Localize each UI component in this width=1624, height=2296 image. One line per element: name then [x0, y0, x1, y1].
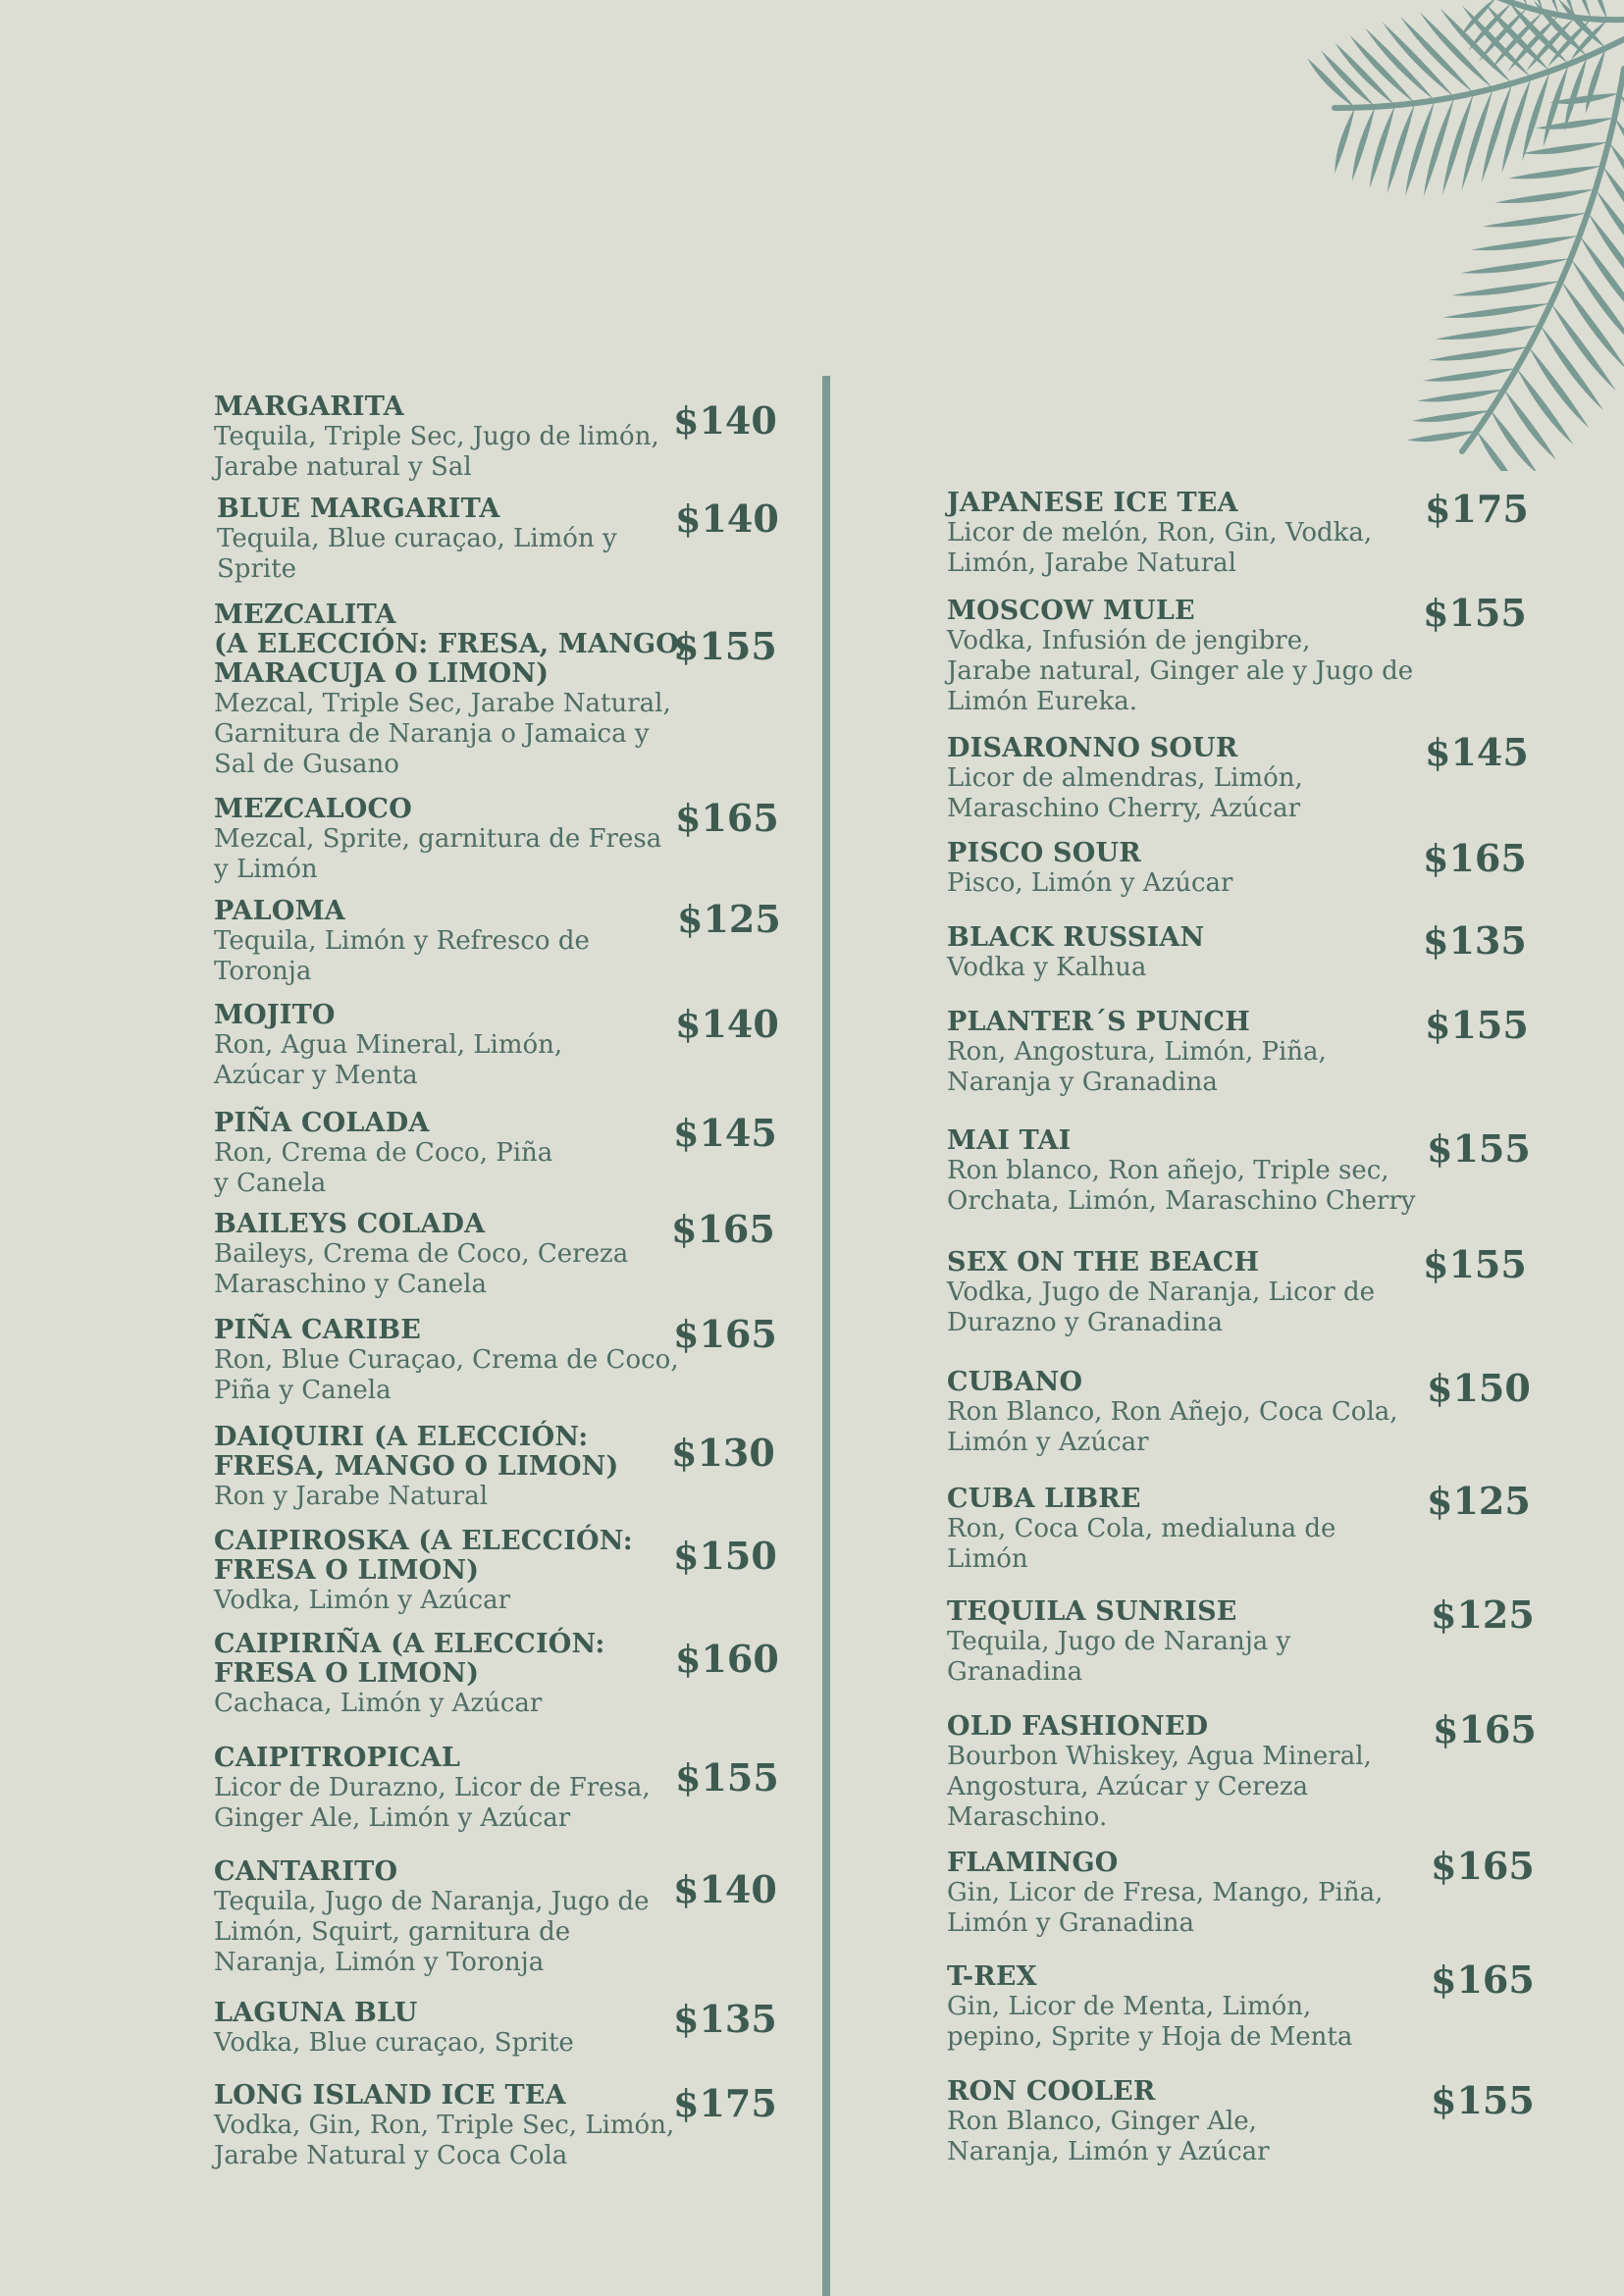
- item-description-line: Licor de Durazno, Licor de Fresa,: [214, 1773, 651, 1802]
- item-description: [947, 1992, 1352, 2053]
- item-name: [947, 1008, 1327, 1037]
- menu-item: [214, 1210, 628, 1300]
- item-price: $125: [1431, 1592, 1535, 1637]
- item-description: [214, 1689, 605, 1719]
- item-price: $165: [1423, 836, 1527, 880]
- item-description: [214, 1239, 628, 1300]
- menu-item: [214, 1316, 679, 1406]
- item-description: [214, 1030, 562, 1091]
- item-description: [947, 868, 1232, 899]
- item-description-line: Ron, Crema de Coco, Piña: [214, 1138, 553, 1168]
- item-description-line: Ron, Agua Mineral, Limón,: [214, 1030, 563, 1060]
- item-description-line: Sprite: [217, 554, 297, 584]
- item-name: [214, 1857, 650, 1887]
- item-description-line: Naranja, Limón y Toronja: [214, 1948, 545, 1977]
- item-description: [947, 518, 1372, 579]
- item-name-line: BAILEYS COLADA: [214, 1209, 486, 1239]
- item-price: $175: [1425, 487, 1529, 531]
- item-description: [947, 1037, 1327, 1098]
- item-name: [947, 734, 1303, 763]
- item-name: [947, 1485, 1336, 1514]
- item-description-line: Tequila, Limón y Refresco de: [214, 926, 590, 956]
- item-description-line: Angostura, Azúcar y Cereza: [947, 1772, 1309, 1801]
- item-description: [947, 1397, 1398, 1458]
- item-description-line: y Limón: [214, 855, 318, 884]
- item-price: $140: [673, 1867, 777, 1911]
- item-description-line: Piña y Canela: [214, 1376, 392, 1405]
- item-price: $135: [673, 1997, 777, 2041]
- item-description-line: Tequila, Blue curaçao, Limón y: [217, 524, 617, 553]
- item-description-line: Tequila, Jugo de Naranja, Jugo de: [214, 1887, 650, 1916]
- item-name-line: PALOMA: [214, 896, 345, 926]
- item-description: [947, 763, 1303, 824]
- item-description-line: Vodka, Infusión de jengibre,: [947, 626, 1311, 655]
- item-name-line: MOSCOW MULE: [947, 596, 1195, 626]
- item-price: $135: [1423, 918, 1527, 963]
- item-description: [214, 1482, 619, 1512]
- menu-item: [947, 1126, 1415, 1217]
- item-description: [214, 824, 661, 885]
- item-description-line: Licor de almendras, Limón,: [947, 763, 1303, 793]
- item-description-line: Gin, Licor de Menta, Limón,: [947, 1992, 1312, 2021]
- item-description-line: Toronja: [214, 957, 312, 986]
- item-name-line: PIÑA COLADA: [214, 1108, 430, 1138]
- item-description: [214, 1138, 552, 1199]
- item-name: [947, 1368, 1398, 1397]
- item-name: [214, 1210, 628, 1239]
- menu-item: [214, 392, 659, 483]
- item-name-line: RON COOLER: [947, 2076, 1156, 2107]
- item-name-line: PIÑA CARIBE: [214, 1315, 422, 1345]
- item-name-line: CAIPIROSKA (A ELECCIÓN:: [214, 1526, 633, 1556]
- item-description: [214, 1586, 633, 1616]
- item-description-line: Maraschino Cherry, Azúcar: [947, 794, 1301, 823]
- item-name: [947, 923, 1204, 953]
- item-price: $145: [673, 1111, 777, 1155]
- item-price: $145: [1425, 730, 1529, 774]
- item-name-line: T-REX: [947, 1961, 1037, 1992]
- menu-item: [947, 1248, 1375, 1338]
- item-description-line: Bourbon Whiskey, Agua Mineral,: [947, 1742, 1372, 1771]
- item-name-line: MEZCALITA: [214, 600, 396, 630]
- item-description-line: Durazno y Granadina: [947, 1308, 1223, 1337]
- item-name-line: MEZCALOCO: [214, 794, 412, 824]
- menu-item: [214, 1527, 633, 1616]
- item-description-line: Licor de melón, Ron, Gin, Vodka,: [947, 518, 1373, 548]
- item-name: [214, 1109, 552, 1138]
- item-price: $165: [1431, 1844, 1535, 1888]
- item-description: [214, 1773, 651, 1834]
- menu-item: [214, 1999, 574, 2059]
- item-name-line: OLD FASHIONED: [947, 1711, 1209, 1742]
- item-name: [214, 392, 659, 422]
- item-description-line: Ron, Angostura, Limón, Piña,: [947, 1037, 1327, 1067]
- item-name: [214, 1316, 679, 1345]
- menu-item: [947, 1962, 1352, 2053]
- item-name: [214, 1527, 633, 1586]
- menu-item: [947, 2077, 1270, 2167]
- item-price: $165: [673, 1312, 777, 1356]
- item-description-line: Limón: [947, 1544, 1028, 1574]
- item-description-line: pepino, Sprite y Hoja de Menta: [947, 2022, 1353, 2052]
- item-description: [214, 1345, 679, 1406]
- item-name: [214, 1630, 605, 1689]
- item-name-line: FRESA, MANGO O LIMON): [214, 1451, 619, 1482]
- menu-item: [214, 1109, 552, 1199]
- item-description-line: Ron, Blue Curaçao, Crema de Coco,: [214, 1345, 679, 1375]
- column-divider: [822, 376, 830, 2296]
- menu-item: [947, 923, 1204, 983]
- item-name-line: BLUE MARGARITA: [217, 494, 500, 524]
- menu-item: [214, 1630, 605, 1719]
- item-name: [947, 2077, 1270, 2107]
- item-price: $155: [1425, 1003, 1529, 1047]
- menu-item: [947, 1712, 1372, 1833]
- item-name-line: JAPANESE ICE TEA: [947, 488, 1238, 518]
- item-description-line: Ron, Coca Cola, medialuna de: [947, 1514, 1336, 1543]
- item-description: [214, 2028, 574, 2059]
- item-name-line: SEX ON THE BEACH: [947, 1247, 1260, 1278]
- item-name-line: LONG ISLAND ICE TEA: [214, 2080, 566, 2111]
- item-description-line: Mezcal, Triple Sec, Jarabe Natural,: [214, 689, 671, 718]
- item-description-line: Vodka, Blue curaçao, Sprite: [214, 2028, 574, 2058]
- item-description-line: Ginger Ale, Limón y Azúcar: [214, 1803, 571, 1833]
- item-name: [214, 600, 687, 689]
- item-description-line: y Canela: [214, 1169, 327, 1198]
- menu-item: [947, 489, 1372, 579]
- item-description: [214, 689, 687, 780]
- menu-item: [214, 897, 590, 987]
- item-description-line: Garnitura de Naranja o Jamaica y: [214, 719, 650, 749]
- item-description-line: Ron blanco, Ron añejo, Triple sec,: [947, 1156, 1389, 1185]
- item-description-line: Jarabe natural y Sal: [214, 452, 472, 482]
- item-name-line: CAIPITROPICAL: [214, 1743, 461, 1773]
- menu-item: [947, 597, 1413, 717]
- item-price: $140: [675, 496, 779, 541]
- item-description-line: Mezcal, Sprite, garnitura de Fresa: [214, 824, 662, 854]
- item-description: [947, 1514, 1336, 1575]
- item-name-line: CUBA LIBRE: [947, 1484, 1141, 1514]
- item-description-line: Limón y Granadina: [947, 1908, 1195, 1938]
- item-name: [214, 2081, 674, 2111]
- item-description: [214, 422, 659, 483]
- item-name-line: (A ELECCIÓN: FRESA, MANGO,: [214, 629, 688, 659]
- item-description: [214, 2111, 674, 2171]
- item-price: $140: [673, 398, 777, 443]
- item-price: $150: [1427, 1366, 1531, 1410]
- menu-item: [214, 600, 687, 780]
- item-price: $165: [1431, 1957, 1535, 2002]
- item-description: [947, 1278, 1375, 1338]
- menu-item: [214, 1423, 619, 1512]
- item-name-line: MARGARITA: [214, 391, 404, 422]
- item-name-line: CAIPIRIÑA (A ELECCIÓN:: [214, 1629, 605, 1659]
- item-price: $160: [675, 1637, 779, 1681]
- item-name-line: MOJITO: [214, 1000, 336, 1030]
- menu-item: [214, 1001, 562, 1091]
- item-name: [214, 1423, 619, 1482]
- menu-item: [214, 795, 661, 885]
- item-description-line: Jarabe natural, Ginger ale y Jugo de: [947, 656, 1414, 686]
- item-description: [947, 1742, 1372, 1833]
- item-description-line: Vodka y Kalhua: [947, 953, 1147, 982]
- item-name-line: TEQUILA SUNRISE: [947, 1596, 1237, 1627]
- item-description-line: Baileys, Crema de Coco, Cereza: [214, 1239, 629, 1269]
- menu-item: [947, 1597, 1290, 1688]
- item-name: [947, 1849, 1383, 1878]
- item-description: [217, 524, 617, 585]
- item-description: [947, 1878, 1383, 1939]
- item-name-line: BLACK RUSSIAN: [947, 922, 1205, 953]
- item-description: [947, 1627, 1290, 1688]
- item-description-line: Tequila, Triple Sec, Jugo de limón,: [214, 422, 659, 451]
- item-price: $140: [675, 1002, 779, 1046]
- item-description-line: Azúcar y Menta: [214, 1061, 418, 1090]
- item-name: [947, 1962, 1352, 1992]
- menu-item: [947, 734, 1303, 824]
- item-name: [214, 897, 590, 926]
- item-price: $175: [673, 2081, 777, 2125]
- item-description-line: Limón y Azúcar: [947, 1428, 1149, 1457]
- item-name-line: DISARONNO SOUR: [947, 733, 1238, 763]
- item-description: [947, 1156, 1415, 1217]
- item-name: [947, 1248, 1375, 1278]
- item-name-line: DAIQUIRI (A ELECCIÓN:: [214, 1422, 589, 1452]
- item-description-line: Naranja y Granadina: [947, 1068, 1218, 1097]
- item-price: $125: [677, 897, 781, 941]
- item-name-line: CUBANO: [947, 1367, 1083, 1397]
- item-name-line: PISCO SOUR: [947, 838, 1141, 868]
- menu-item: [947, 1849, 1383, 1939]
- item-description-line: Ron y Jarabe Natural: [214, 1482, 489, 1511]
- item-name-line: MARACUJA O LIMON): [214, 658, 550, 689]
- item-description-line: Cachaca, Limón y Azúcar: [214, 1689, 543, 1718]
- menu-item: [947, 1008, 1327, 1098]
- item-name-line: FRESA O LIMON): [214, 1555, 480, 1586]
- item-price: $155: [1423, 591, 1527, 635]
- item-name: [214, 1001, 562, 1030]
- item-name: [217, 495, 617, 524]
- item-name-line: FRESA O LIMON): [214, 1658, 480, 1689]
- item-price: $165: [1433, 1707, 1537, 1751]
- item-description-line: Maraschino y Canela: [214, 1270, 487, 1299]
- item-price: $130: [671, 1431, 775, 1475]
- menu-item: [214, 1744, 651, 1834]
- menu-item: [947, 839, 1232, 899]
- item-name: [947, 839, 1232, 868]
- item-name: [947, 1126, 1415, 1156]
- item-name: [947, 489, 1372, 518]
- item-description-line: Ron Blanco, Ron Añejo, Coca Cola,: [947, 1397, 1398, 1427]
- item-price: $155: [1427, 1126, 1531, 1171]
- item-price: $165: [675, 796, 779, 840]
- item-price: $155: [1423, 1242, 1527, 1286]
- item-name-line: LAGUNA BLU: [214, 1998, 418, 2028]
- item-description-line: Orchata, Limón, Maraschino Cherry: [947, 1186, 1416, 1216]
- item-price: $155: [1431, 2078, 1535, 2122]
- item-description-line: Jarabe Natural y Coca Cola: [214, 2141, 568, 2170]
- item-description: [947, 626, 1413, 717]
- item-description-line: Limón Eureka.: [947, 687, 1137, 716]
- menu-item: [214, 1857, 650, 1978]
- palm-leaf-icon: [1109, 0, 1624, 471]
- item-description-line: Tequila, Jugo de Naranja y: [947, 1627, 1291, 1656]
- item-description-line: Vodka, Gin, Ron, Triple Sec, Limón,: [214, 2111, 675, 2140]
- item-price: $155: [675, 1755, 779, 1800]
- item-description-line: Ron Blanco, Ginger Ale,: [947, 2107, 1257, 2136]
- item-name: [214, 1999, 574, 2028]
- item-description-line: Vodka, Limón y Azúcar: [214, 1586, 511, 1615]
- item-price: $150: [673, 1534, 777, 1578]
- item-price: $155: [673, 624, 777, 668]
- menu-item: [947, 1485, 1336, 1575]
- item-description: [947, 953, 1204, 983]
- item-name: [947, 1597, 1290, 1627]
- item-name-line: MAI TAI: [947, 1125, 1072, 1156]
- item-name-line: PLANTER´S PUNCH: [947, 1007, 1250, 1037]
- menu-item: [947, 1368, 1398, 1458]
- item-description: [214, 926, 590, 987]
- item-description-line: Sal de Gusano: [214, 750, 399, 779]
- item-name: [214, 795, 661, 824]
- item-name-line: CANTARITO: [214, 1856, 398, 1887]
- item-description-line: Maraschino.: [947, 1802, 1108, 1832]
- item-description-line: Granadina: [947, 1657, 1083, 1687]
- item-description-line: Pisco, Limón y Azúcar: [947, 868, 1233, 898]
- item-price: $165: [671, 1207, 775, 1251]
- item-price: $125: [1427, 1479, 1531, 1523]
- item-description: [214, 1887, 650, 1978]
- item-name: [947, 597, 1413, 626]
- menu-item: [214, 2081, 674, 2171]
- item-description-line: Limón, Squirt, garnitura de: [214, 1917, 571, 1947]
- item-description-line: Gin, Licor de Fresa, Mango, Piña,: [947, 1878, 1384, 1907]
- item-name: [947, 1712, 1372, 1742]
- item-name-line: FLAMINGO: [947, 1848, 1119, 1878]
- item-description-line: Naranja, Limón y Azúcar: [947, 2137, 1270, 2166]
- menu-item: [217, 495, 617, 585]
- item-description-line: Vodka, Jugo de Naranja, Licor de: [947, 1278, 1376, 1307]
- item-description-line: Limón, Jarabe Natural: [947, 548, 1237, 578]
- item-description: [947, 2107, 1270, 2167]
- item-name: [214, 1744, 651, 1773]
